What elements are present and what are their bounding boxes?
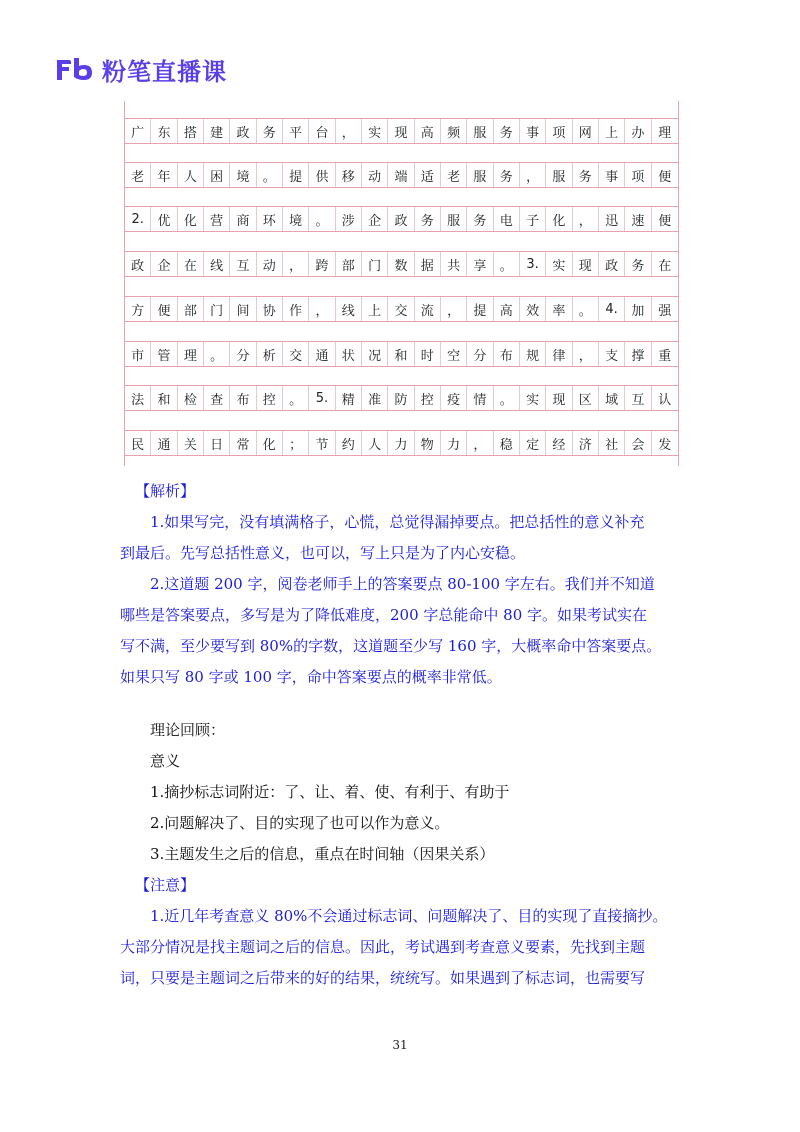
grid-cell: 境: [230, 163, 256, 187]
brand-name: 粉笔直播课: [102, 57, 227, 86]
grid-cell: 。: [573, 297, 599, 321]
grid-cell: 现: [388, 119, 414, 143]
grid-row: [125, 162, 678, 188]
grid-cell: 精: [336, 386, 362, 410]
grid-cell: 化: [178, 207, 204, 231]
grid-cell: 涉: [336, 207, 362, 231]
grid-cell: 撑: [625, 342, 651, 366]
grid-cell: 协: [257, 297, 283, 321]
page-number: 31: [392, 1038, 408, 1052]
grid-cell: 认: [658, 392, 672, 408]
grid-cell: 力: [441, 431, 467, 455]
grid-cell: 移: [336, 163, 362, 187]
grid-cell: 域: [599, 386, 625, 410]
grid-cell: 分: [230, 342, 256, 366]
grid-cell: 防: [388, 386, 414, 410]
grid-cell: 化: [546, 207, 572, 231]
grid-cell: 在: [658, 258, 672, 274]
grid-cell: 在: [178, 252, 204, 276]
grid-cell: 规: [520, 342, 546, 366]
analysis-p1-line-2: 到最后。先写总括性意义，也可以，写上只是为了内心安稳。: [120, 544, 526, 562]
grid-cell: 状: [336, 342, 362, 366]
grid-cell: 务: [415, 207, 441, 231]
grid-cell: ，: [336, 119, 362, 143]
grid-cell: 疫: [441, 386, 467, 410]
grid-cell: 交: [283, 342, 309, 366]
grid-cell: 提: [283, 163, 309, 187]
grid-cell: 发: [658, 437, 672, 453]
grid-row: [125, 206, 678, 232]
grid-cell: 服: [467, 163, 493, 187]
grid-cell: ，: [573, 207, 599, 231]
grid-cell: 交: [388, 297, 414, 321]
grid-cell: 。: [204, 342, 230, 366]
grid-cell: 稳: [494, 431, 520, 455]
grid-row: [125, 296, 678, 322]
grid-cell: 理: [658, 125, 672, 141]
grid-cell: 务: [467, 207, 493, 231]
grid-cell: 线: [336, 297, 362, 321]
grid-cell: 门: [204, 297, 230, 321]
grid-cell: 动: [362, 163, 388, 187]
analysis-p2-line-3: 写不满，至少要写到 80%的字数，这道题至少写 160 字，大概率命中答案要点。: [120, 637, 662, 655]
grid-cell: 管: [151, 342, 177, 366]
grid-cell: 端: [388, 163, 414, 187]
grid-cell: 区: [573, 386, 599, 410]
grid-cell: 跨: [309, 252, 335, 276]
grid-cell: 化: [257, 431, 283, 455]
grid-cell: 服: [441, 207, 467, 231]
analysis-p2-line-4: 如果只写 80 字或 100 字，命中答案要点的概率非常低。: [120, 668, 502, 686]
grid-cell: 作: [283, 297, 309, 321]
grid-cell: 4.: [599, 297, 625, 321]
review-title: 理论回顾：: [150, 721, 226, 739]
grid-cell: 空: [441, 342, 467, 366]
grid-cell: 。: [494, 252, 520, 276]
grid-cell: 常: [230, 431, 256, 455]
grid-cell: 网: [573, 119, 599, 143]
grid-cell: 务: [257, 119, 283, 143]
grid-cell: 实: [362, 119, 388, 143]
grid-row: [125, 118, 678, 144]
grid-cell: 务: [573, 163, 599, 187]
grid-cell: 检: [178, 386, 204, 410]
grid-cell: 准: [362, 386, 388, 410]
grid-cell: 提: [467, 297, 493, 321]
review-item-3: 3.主题发生之后的信息，重点在时间轴（因果关系）: [150, 845, 495, 863]
grid-cell: 和: [151, 386, 177, 410]
grid-cell: 力: [388, 431, 414, 455]
note-heading: 【注意】: [135, 876, 196, 894]
grid-cell: 人: [178, 163, 204, 187]
grid-cell: 务: [494, 163, 520, 187]
grid-cell: 困: [204, 163, 230, 187]
grid-cell: 分: [467, 342, 493, 366]
grid-cell: 率: [546, 297, 572, 321]
grid-cell: 节: [309, 431, 335, 455]
grid-cell: 社: [599, 431, 625, 455]
grid-cell: 实: [546, 252, 572, 276]
explanation-content: [120, 476, 690, 994]
grid-cell: 供: [309, 163, 335, 187]
grid-cell: ，: [467, 431, 493, 455]
grid-cell: 共: [441, 252, 467, 276]
grid-cell: 方: [125, 297, 151, 321]
grid-row: [125, 430, 678, 456]
grid-cell: 适: [415, 163, 441, 187]
grid-cell: 高: [494, 297, 520, 321]
grid-cell: 环: [257, 207, 283, 231]
grid-cell: 台: [309, 119, 335, 143]
grid-cell: 据: [415, 252, 441, 276]
grid-cell: 现: [573, 252, 599, 276]
grid-cell: ，: [441, 297, 467, 321]
grid-cell: 年: [151, 163, 177, 187]
grid-cell: 布: [230, 386, 256, 410]
grid-cell: 通: [151, 431, 177, 455]
grid-row: [125, 385, 678, 411]
grid-cell: 查: [204, 386, 230, 410]
grid-cell: 老: [441, 163, 467, 187]
grid-cell: 老: [125, 163, 151, 187]
grid-cell: 境: [283, 207, 309, 231]
grid-cell: 布: [494, 342, 520, 366]
grid-cell: 支: [599, 342, 625, 366]
grid-cell: 市: [125, 342, 151, 366]
grid-cell: 企: [362, 207, 388, 231]
grid-cell: 3.: [520, 252, 546, 276]
analysis-p1-line-1: 1.如果写完，没有填满格子，心慌，总觉得漏掉要点。把总括性的意义补充: [150, 513, 645, 531]
grid-cell: 定: [520, 431, 546, 455]
grid-cell: 项: [625, 163, 651, 187]
grid-cell: 项: [546, 119, 572, 143]
grid-cell: 和: [388, 342, 414, 366]
grid-cell: 理: [178, 342, 204, 366]
grid-cell: 实: [520, 386, 546, 410]
grid-cell: 况: [362, 342, 388, 366]
grid-cell: 门: [362, 252, 388, 276]
grid-cell: ；: [283, 431, 309, 455]
grid-cell: 务: [494, 119, 520, 143]
grid-cell: 时: [415, 342, 441, 366]
grid-cell: 东: [151, 119, 177, 143]
grid-cell: 。: [494, 386, 520, 410]
grid-cell: 便: [658, 213, 672, 229]
grid-cell: ，: [283, 252, 309, 276]
grid-cell: 控: [415, 386, 441, 410]
grid-cell: 搭: [178, 119, 204, 143]
grid-cell: 建: [204, 119, 230, 143]
grid-cell: 迅: [599, 207, 625, 231]
grid-cell: 日: [204, 431, 230, 455]
fb-logo-icon: [54, 56, 94, 82]
review-item-2: 2.问题解决了、目的实现了也可以作为意义。: [150, 814, 450, 832]
grid-cell: 便: [658, 169, 672, 185]
grid-cell: ，: [520, 163, 546, 187]
grid-cell: 互: [625, 386, 651, 410]
grid-cell: 平: [283, 119, 309, 143]
grid-cell: 电: [494, 207, 520, 231]
grid-cell: 速: [625, 207, 651, 231]
grid-row: [125, 341, 678, 367]
grid-cell: 。: [309, 207, 335, 231]
grid-cell: 事: [520, 119, 546, 143]
grid-cell: 通: [309, 342, 335, 366]
grid-cell: 2.: [125, 207, 151, 231]
grid-cell: 析: [257, 342, 283, 366]
grid-cell: 部: [336, 252, 362, 276]
grid-cell: 人: [362, 431, 388, 455]
grid-cell: 政: [230, 119, 256, 143]
grid-cell: 服: [467, 119, 493, 143]
grid-cell: 政: [125, 252, 151, 276]
brand-logo: [54, 54, 227, 84]
grid-cell: 线: [204, 252, 230, 276]
grid-cell: 子: [520, 207, 546, 231]
grid-cell: 享: [467, 252, 493, 276]
grid-cell: 商: [230, 207, 256, 231]
grid-cell: 间: [230, 297, 256, 321]
grid-cell: 政: [599, 252, 625, 276]
grid-cell: 上: [362, 297, 388, 321]
analysis-p2-line-2: 哪些是答案要点，多写是为了降低难度，200 字总能命中 80 字。如果考试实在: [120, 606, 648, 624]
grid-cell: 重: [658, 348, 672, 364]
grid-cell: 高: [415, 119, 441, 143]
grid-cell: 数: [388, 252, 414, 276]
grid-cell: 频: [441, 119, 467, 143]
grid-cell: 。: [283, 386, 309, 410]
grid-cell: 企: [151, 252, 177, 276]
grid-cell: ，: [573, 342, 599, 366]
grid-cell: 律: [546, 342, 572, 366]
grid-cell: 现: [546, 386, 572, 410]
grid-cell: 控: [257, 386, 283, 410]
grid-cell: 5.: [309, 386, 335, 410]
grid-cell: 济: [573, 431, 599, 455]
grid-cell: 上: [599, 119, 625, 143]
review-subtitle: 意义: [150, 752, 181, 770]
grid-cell: 服: [546, 163, 572, 187]
grid-cell: 效: [520, 297, 546, 321]
analysis-p2-line-1: 2.这道题 200 字，阅卷老师手上的答案要点 80-100 字左右。我们并不知道: [150, 575, 655, 593]
grid-cell: 民: [125, 431, 151, 455]
grid-cell: 部: [178, 297, 204, 321]
grid-cell: 务: [625, 252, 651, 276]
grid-cell: 物: [415, 431, 441, 455]
grid-cell: 关: [178, 431, 204, 455]
grid-cell: 约: [336, 431, 362, 455]
grid-cell: 加: [625, 297, 651, 321]
grid-cell: 法: [125, 386, 151, 410]
grid-cell: 便: [151, 297, 177, 321]
grid-cell: 动: [257, 252, 283, 276]
grid-cell: 政: [388, 207, 414, 231]
grid-cell: 互: [230, 252, 256, 276]
grid-cell: 办: [625, 119, 651, 143]
grid-row: [125, 251, 678, 277]
grid-cell: 。: [257, 163, 283, 187]
grid-cell: 优: [151, 207, 177, 231]
grid-cell: 广: [125, 119, 151, 143]
analysis-heading: 【解析】: [135, 482, 196, 500]
grid-cell: 事: [599, 163, 625, 187]
note-line-2: 大部分情况是找主题词之后的信息。因此，考试遇到考查意义要素，先找到主题: [120, 938, 646, 956]
review-item-1: 1.摘抄标志词附近：了、让、着、使、有利于、有助于: [150, 783, 510, 801]
note-line-1: 1.近几年考查意义 80%不会通过标志词、问题解决了、目的实现了直接摘抄。: [150, 907, 668, 925]
grid-cell: 情: [467, 386, 493, 410]
note-line-3: 词，只要是主题词之后带来的好的结果，统统写。如果遇到了标志词，也需要写: [120, 969, 646, 987]
grid-cell: 会: [625, 431, 651, 455]
grid-cell: 流: [415, 297, 441, 321]
grid-cell: 经: [546, 431, 572, 455]
grid-cell: 强: [658, 303, 672, 319]
grid-cell: 营: [204, 207, 230, 231]
grid-cell: ，: [309, 297, 335, 321]
answer-grid: [124, 101, 679, 466]
